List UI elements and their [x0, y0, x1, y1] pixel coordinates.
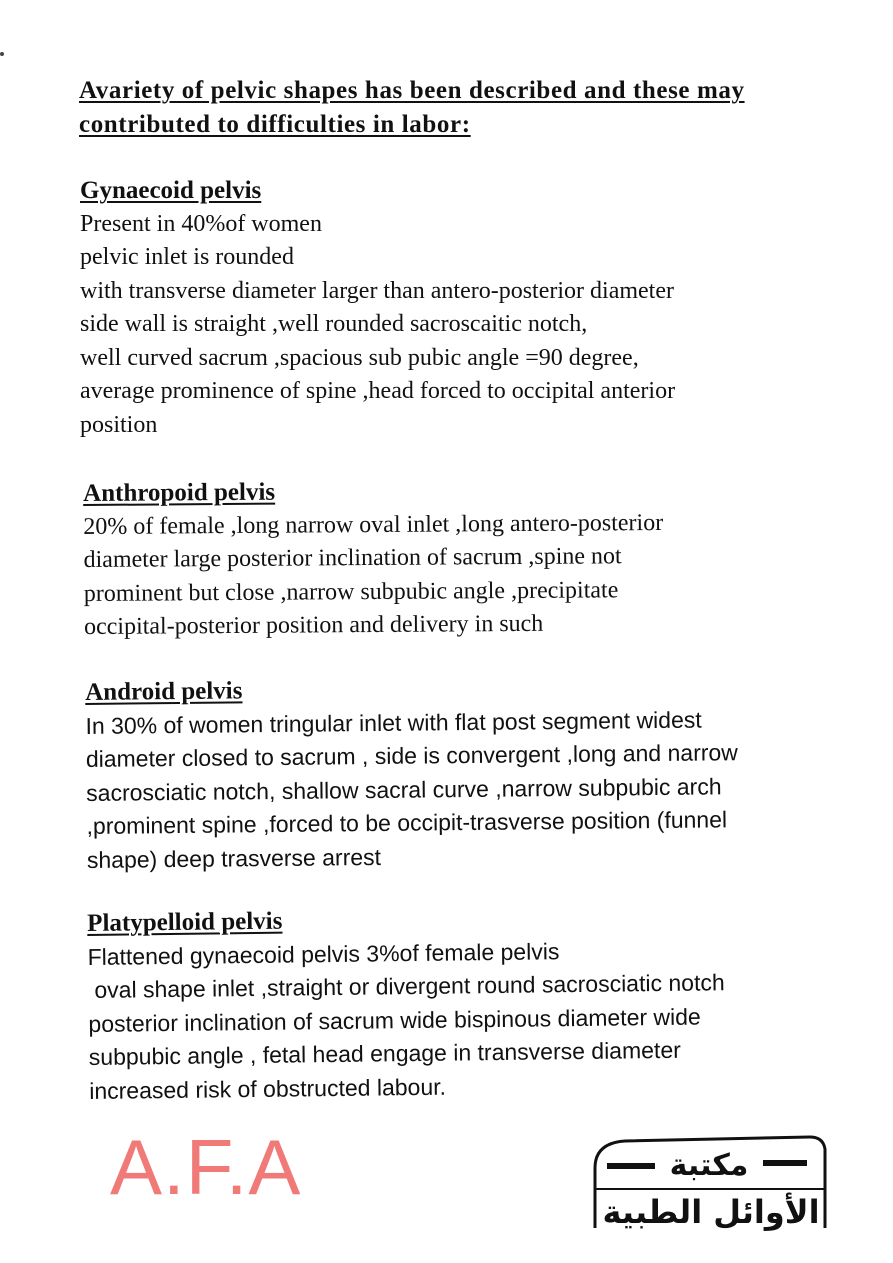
section-line: In 30% of women tringular inlet with flat post segment widest [85, 706, 702, 739]
section-line: Present in 40%of women [80, 210, 322, 237]
stamp-line-2: الأوائل الطبية [602, 1193, 820, 1231]
section-line: occipital-posterior position and delivery in such [83, 610, 544, 640]
section-line: diameter closed to sacrum , side is convergent ,long and narrow [85, 739, 738, 772]
section-line: oval shape inlet ,straight or divergent round sacrosciatic notch [87, 969, 725, 1003]
author-signature: A.F.A [110, 1123, 302, 1211]
section-line: 20% of female ,long narrow oval inlet ,long antero-posterior [83, 509, 664, 540]
section-line: subpubic angle , fetal head engage in transverse diameter [88, 1036, 681, 1070]
intro-line-1: Avariety of pelvic shapes has been described and these may [79, 77, 745, 104]
section-line: position [80, 411, 158, 438]
section-heading: Platypelloid pelvis [87, 907, 283, 937]
scan-artifact [0, 52, 4, 56]
library-stamp-logo [585, 1133, 827, 1233]
intro-line-2: contributed to difficulties in labor: [79, 111, 471, 138]
section-line: increased risk of obstructed labour. [89, 1073, 447, 1104]
section-line: side wall is straight ,well rounded sacroscaitic notch, [80, 311, 588, 337]
section-line: shape) deep trasverse arrest [86, 843, 382, 873]
section-line: posterior inclination of sacrum wide bispinous diameter wide [88, 1003, 701, 1037]
section-line: ,prominent spine ,forced to be occipit-trasverse position (funnel [86, 806, 728, 839]
section-anthropoid [83, 472, 844, 645]
stamp-line-1: مكتبة [669, 1148, 749, 1183]
section-line: Flattened gynaecoid pelvis 3%of female pelvis [87, 937, 560, 970]
section-line: prominent but close ,narrow subpubic angle ,precipitate [83, 576, 619, 607]
section-line: with transverse diameter larger than antero-posterior diameter [80, 277, 674, 304]
section-line: average prominence of spine ,head forced to occipital anterior [80, 378, 676, 404]
section-android [85, 668, 847, 877]
section-heading: Android pelvis [85, 677, 243, 706]
section-gynaecoid [80, 174, 840, 442]
section-line: sacrosciatic notch, shallow sacral curve ,narrow subpubic arch [86, 772, 722, 806]
section-line: well curved sacrum ,spacious sub pubic angle =90 degree, [80, 344, 639, 371]
section-heading: Gynaecoid pelvis [80, 177, 262, 204]
intro-heading [79, 74, 819, 142]
section-line: diameter large posterior inclination of sacrum ,spine not [83, 543, 622, 573]
section-line: pelvic inlet is rounded [80, 244, 294, 270]
section-heading: Anthropoid pelvis [83, 478, 276, 507]
section-platypelloid [87, 898, 849, 1108]
